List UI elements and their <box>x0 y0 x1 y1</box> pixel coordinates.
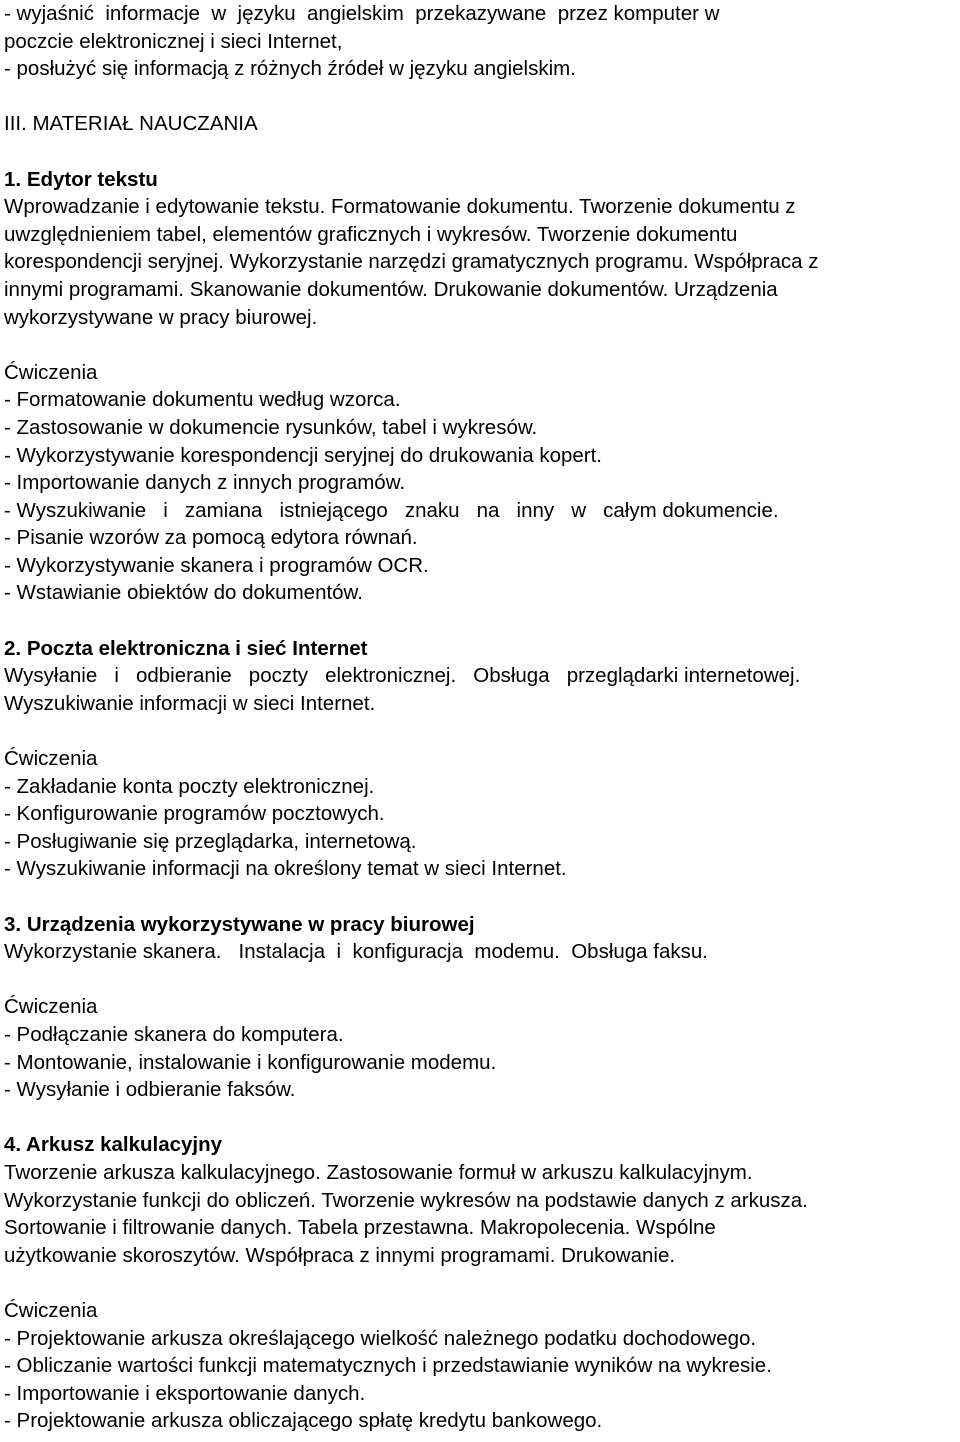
section-body-line: Wyszukiwanie informacji w sieci Internet. <box>4 691 376 715</box>
exercise-item: - Importowanie i eksportowanie danych. <box>4 1381 366 1405</box>
section-heading: III. MATERIAŁ NAUCZANIA <box>4 112 258 136</box>
exercise-item: - Konfigurowanie programów pocztowych. <box>4 802 385 826</box>
exercise-item: - Podłączanie skanera do komputera. <box>4 1022 344 1046</box>
spacer <box>4 1104 944 1132</box>
exercise-item: - Zastosowanie w dokumencie rysunków, tabel i wykresów. <box>4 415 538 439</box>
exercises-label: Ćwiczenia <box>4 360 98 384</box>
section-title: Edytor tekstu <box>26 167 158 191</box>
exercise-item: - Zakładanie konta poczty elektronicznej. <box>4 774 375 798</box>
intro-line: poczcie elektronicznej i sieci Internet, <box>4 29 343 53</box>
section-body-line: Sortowanie i filtrowanie danych. Tabela przestawna. Makropolecenia. Wspólne <box>4 1216 716 1240</box>
section-body-line: innymi programami. Skanowanie dokumentów. Drukowanie dokumentów. Urządzenia <box>4 277 778 301</box>
section-body-line: Wykorzystanie skanera. Instalacja i konfiguracja modemu. Obsługa faksu. <box>4 940 708 964</box>
section-1-title <box>4 166 944 194</box>
exercises-label: Ćwiczenia <box>4 747 98 771</box>
section-number: 3. <box>4 912 22 936</box>
exercise-item: - Formatowanie dokumentu według wzorca. <box>4 388 401 412</box>
section-number: 1. <box>4 167 22 191</box>
exercise-item: - Wyszukiwanie informacji na określony temat w sieci Internet. <box>4 857 567 881</box>
exercise-item: - Projektowanie arkusza obliczającego spłatę kredytu bankowego. <box>4 1409 603 1433</box>
spacer <box>4 1269 944 1297</box>
section-body-line: Tworzenie arkusza kalkulacyjnego. Zastosowanie formuł w arkuszu kalkulacyjnym. <box>4 1160 753 1184</box>
section-2-title <box>4 635 944 663</box>
exercise-item: - Wysyłanie i odbieranie faksów. <box>4 1078 296 1102</box>
exercise-item: - Pisanie wzorów za pomocą edytora równań. <box>4 526 418 550</box>
exercise-item: - Projektowanie arkusza określającego wielkość należnego podatku dochodowego. <box>4 1326 757 1350</box>
section-number: 2. <box>4 636 22 660</box>
exercises-label: Ćwiczenia <box>4 995 98 1019</box>
spacer <box>4 607 944 635</box>
section-body-line: wykorzystywane w pracy biurowej. <box>4 305 318 329</box>
section-body-line: korespondencji seryjnej. Wykorzystanie narzędzi gramatycznych programu. Współpraca z <box>4 250 819 274</box>
spacer <box>4 966 944 994</box>
section-body-line: uwzględnieniem tabel, elementów graficznych i wykresów. Tworzenie dokumentu <box>4 222 738 246</box>
exercise-item: - Wykorzystywanie skanera i programów OCR. <box>4 553 429 577</box>
spacer <box>4 717 944 745</box>
exercise-item: - Obliczanie wartości funkcji matematycznych i przedstawianie wyników na wykresie. <box>4 1354 772 1378</box>
exercise-item: - Importowanie danych z innych programów. <box>4 471 406 495</box>
section-body-line: Wykorzystanie funkcji do obliczeń. Tworzenie wykresów na podstawie danych z arkusza. <box>4 1188 808 1212</box>
intro-line: - wyjaśnić informacje w języku angielskim przekazywane przez komputer w <box>4 2 720 25</box>
exercise-item: - Posługiwanie się przeglądarka, internetową. <box>4 829 417 853</box>
intro-line: - posłużyć się informacją z różnych źródeł w języku angielskim. <box>4 57 576 81</box>
exercises-label: Ćwiczenia <box>4 1298 98 1322</box>
section-title: Urządzenia wykorzystywane w pracy biurowej <box>26 912 475 936</box>
section-3-title <box>4 911 944 939</box>
section-body-line: użytkowanie skoroszytów. Współpraca z innymi programami. Drukowanie. <box>4 1243 676 1267</box>
section-body-line: Wysyłanie i odbieranie poczty elektronicznej. Obsługa przeglądarki internetowej. <box>4 664 801 688</box>
spacer <box>4 83 944 111</box>
section-body-line: Wprowadzanie i edytowanie tekstu. Formatowanie dokumentu. Tworzenie dokumentu z <box>4 195 796 219</box>
exercise-item: - Montowanie, instalowanie i konfigurowanie modemu. <box>4 1050 497 1074</box>
spacer <box>4 331 944 359</box>
section-number: 4. <box>4 1133 22 1157</box>
spacer <box>4 883 944 911</box>
exercise-item: - Wyszukiwanie i zamiana istniejącego znaku na inny w całym dokumencie. <box>4 498 779 522</box>
exercise-item: - Wykorzystywanie korespondencji seryjnej do drukowania kopert. <box>4 443 603 467</box>
exercise-item: - Wstawianie obiektów do dokumentów. <box>4 581 363 605</box>
section-4-title <box>4 1131 944 1159</box>
document-page <box>4 0 944 1435</box>
spacer <box>4 138 944 166</box>
section-title: Poczta elektroniczna i sieć Internet <box>26 636 368 660</box>
section-title: Arkusz kalkulacyjny <box>26 1133 223 1157</box>
